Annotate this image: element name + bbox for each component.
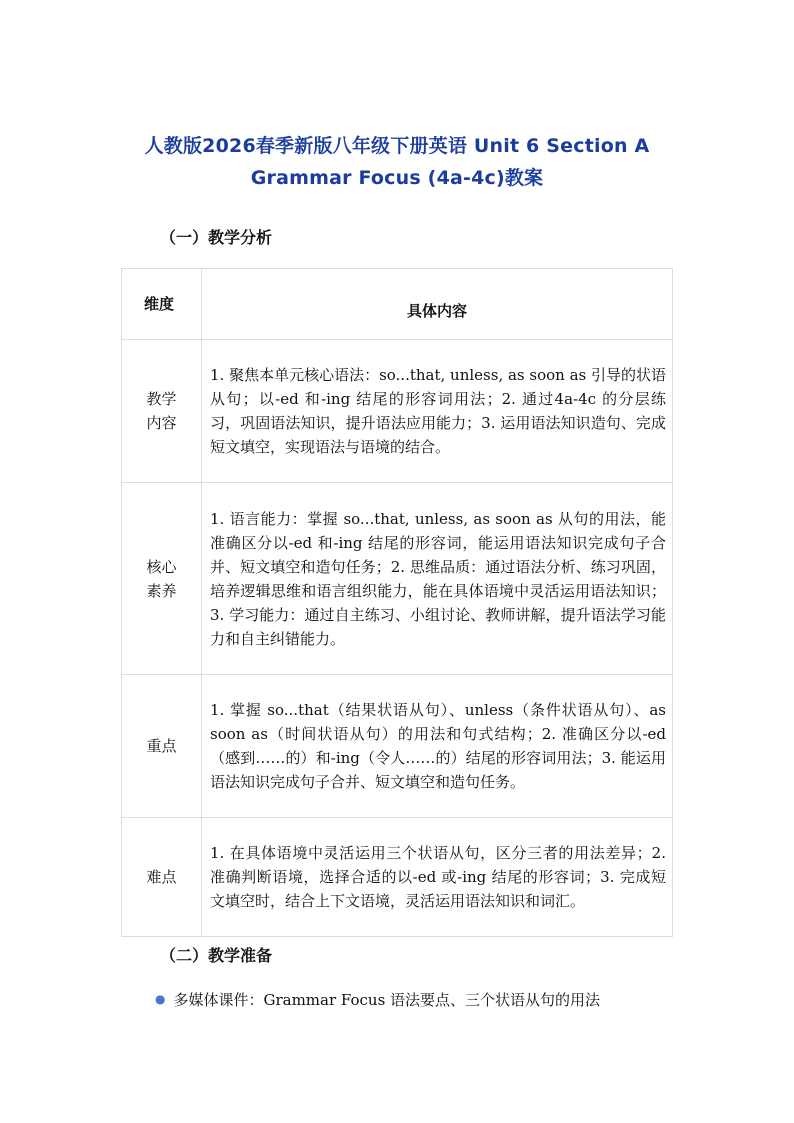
teaching-analysis-table	[121, 268, 673, 937]
dimension-label-line1: 难点	[146, 868, 177, 886]
section-heading-analysis: （一）教学分析	[160, 228, 273, 247]
dimension-label-line1: 教学	[146, 390, 177, 408]
content-cell: 1. 语言能力：掌握 so...that, unless, as soon as 从句的用法，能准确区分以-ed 和-ing 结尾的形容词，能运用语法知识完成句子合并、短文填空和造句任务；2. 思维品质：通过语法分析、练习巩固，培养逻辑思维和语言组织能力，能在具体语境中灵活运用语法知识；3. 学习能力：通过自主练习、小组讨论、教师讲解，提升语法学习能力和自主纠错能力。	[202, 483, 673, 675]
bullet-dot-icon: ●	[155, 992, 166, 1006]
document-title	[0, 130, 794, 194]
dimension-label-line2: 内容	[146, 414, 177, 432]
title-line-2: Grammar Focus (4a-4c)教案	[250, 167, 544, 189]
list-item	[155, 989, 600, 1010]
content-cell: 1. 掌握 so...that（结果状语从句）、unless（条件状语从句）、as soon as（时间状语从句）的用法和句式结构；2. 准确区分以-ed（感到……的）和-ing（令人……的）结尾的形容词用法；3. 能运用语法知识完成句子合并、短文填空和造句任务。	[202, 675, 673, 818]
title-line-1: 人教版2026春季新版八年级下册英语 Unit 6 Section A	[144, 135, 650, 157]
dimension-cell	[122, 340, 202, 483]
dimension-cell	[122, 483, 202, 675]
dimension-label-line1: 重点	[146, 737, 177, 755]
table-header-row	[122, 269, 673, 340]
table-row	[122, 818, 673, 937]
table-row	[122, 675, 673, 818]
table-row	[122, 483, 673, 675]
header-content: 具体内容	[202, 269, 673, 340]
content-cell: 1. 聚焦本单元核心语法：so...that, unless, as soon as 引导的状语从句；以-ed 和-ing 结尾的形容词用法；2. 通过4a-4c 的分层练习，巩固语法知识，提升语法应用能力；3. 运用语法知识造句、完成短文填空，实现语法与语境的结合。	[202, 340, 673, 483]
dimension-label-line1: 核心	[146, 557, 177, 576]
content-cell: 1. 在具体语境中灵活运用三个状语从句，区分三者的用法差异；2. 准确判断语境，选择合适的以-ed 或-ing 结尾的形容词；3. 完成短文填空时，结合上下文语境，灵活运用语法知识和词汇。	[202, 818, 673, 937]
dimension-cell	[122, 818, 202, 937]
list-item-text: 多媒体课件：Grammar Focus 语法要点、三个状语从句的用法	[173, 991, 601, 1009]
section-heading-preparation: （二）教学准备	[160, 946, 273, 965]
dimension-label-line2: 素养	[146, 581, 177, 600]
header-dimension: 维度	[122, 269, 202, 340]
table-row	[122, 340, 673, 483]
dimension-cell	[122, 675, 202, 818]
